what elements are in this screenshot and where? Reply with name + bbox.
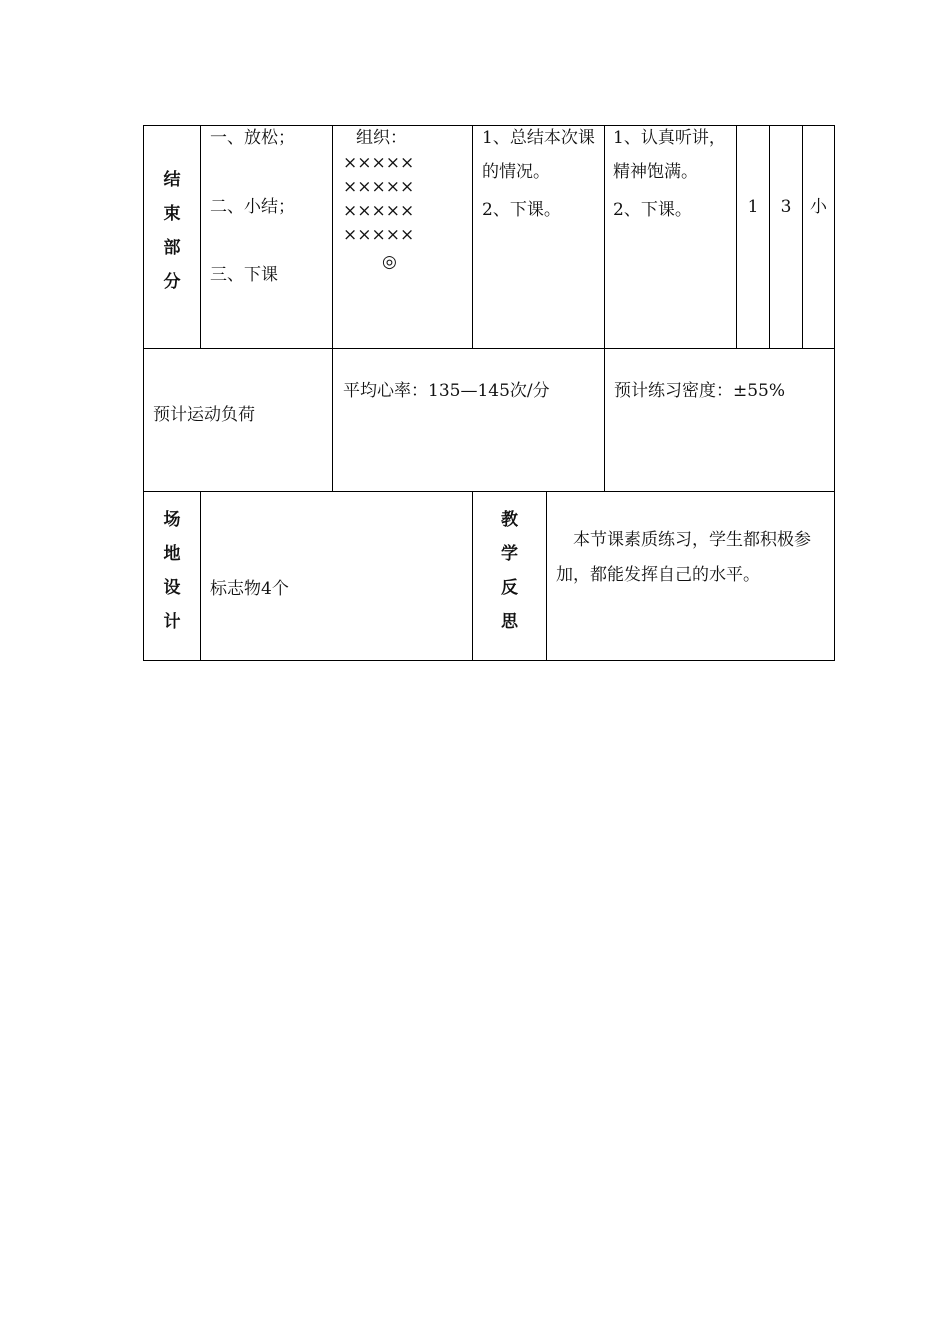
teacher-activity-1: 1、总结本次课的情况。 xyxy=(482,128,595,182)
table-border-bottom xyxy=(143,660,835,661)
reflection-text: 本节课素质练习，学生都积极参加，都能发挥自己的水平。 xyxy=(556,530,811,585)
content-item: 三、下课 xyxy=(210,265,278,285)
reflection-label-char: 教 xyxy=(501,510,518,530)
teacher-activity-2: 2、下课。 xyxy=(482,200,561,220)
section-label-closing xyxy=(144,163,200,299)
col-divider xyxy=(332,125,333,491)
section-label-char: 结 xyxy=(163,170,181,190)
section-label-char: 部 xyxy=(163,238,181,258)
venue-label-char: 计 xyxy=(163,612,181,632)
section-label-char: 束 xyxy=(163,204,181,224)
col-divider xyxy=(604,125,605,491)
count-value: 1 xyxy=(747,197,759,217)
col-divider xyxy=(200,491,201,660)
minutes-value: 3 xyxy=(780,197,792,217)
student-activity-2: 2、下课。 xyxy=(613,200,692,220)
content-item: 二、小结； xyxy=(210,197,295,217)
load-label: 预计运动负荷 xyxy=(153,405,255,425)
col-divider xyxy=(200,125,201,348)
row-divider-1 xyxy=(143,348,835,349)
col-divider xyxy=(472,125,473,348)
venue-label-char: 场 xyxy=(163,510,181,530)
col-divider xyxy=(736,125,737,348)
col-divider xyxy=(546,491,547,660)
venue-label-char: 设 xyxy=(163,578,181,598)
reflection-label-char: 思 xyxy=(501,612,518,632)
exercise-density: 预计练习密度：±55% xyxy=(614,381,786,401)
venue-value: 标志物4个 xyxy=(210,579,289,599)
student-activity-1: 1、认真听讲，精神饱满。 xyxy=(613,128,726,182)
venue-label-char: 地 xyxy=(163,544,181,564)
table-border-right xyxy=(834,125,835,661)
teacher-position-mark: ◎ xyxy=(382,252,397,272)
formation-row: ××××× xyxy=(343,225,415,245)
organization-label: 组织： xyxy=(356,128,407,148)
row-divider-2 xyxy=(143,491,835,492)
reflection-label-char: 反 xyxy=(501,578,518,598)
heart-rate: 平均心率：135—145次/分 xyxy=(343,381,550,401)
formation-row: ××××× xyxy=(343,201,415,221)
col-divider xyxy=(769,125,770,348)
content-item: 一、放松； xyxy=(210,128,295,148)
col-divider xyxy=(802,125,803,348)
intensity-value: 小 xyxy=(810,197,827,217)
section-label-char: 分 xyxy=(163,272,181,292)
formation-row: ××××× xyxy=(343,153,415,173)
reflection-label-char: 学 xyxy=(501,544,518,564)
reflection-label xyxy=(473,503,546,639)
venue-label xyxy=(144,503,200,639)
formation-row: ××××× xyxy=(343,177,415,197)
